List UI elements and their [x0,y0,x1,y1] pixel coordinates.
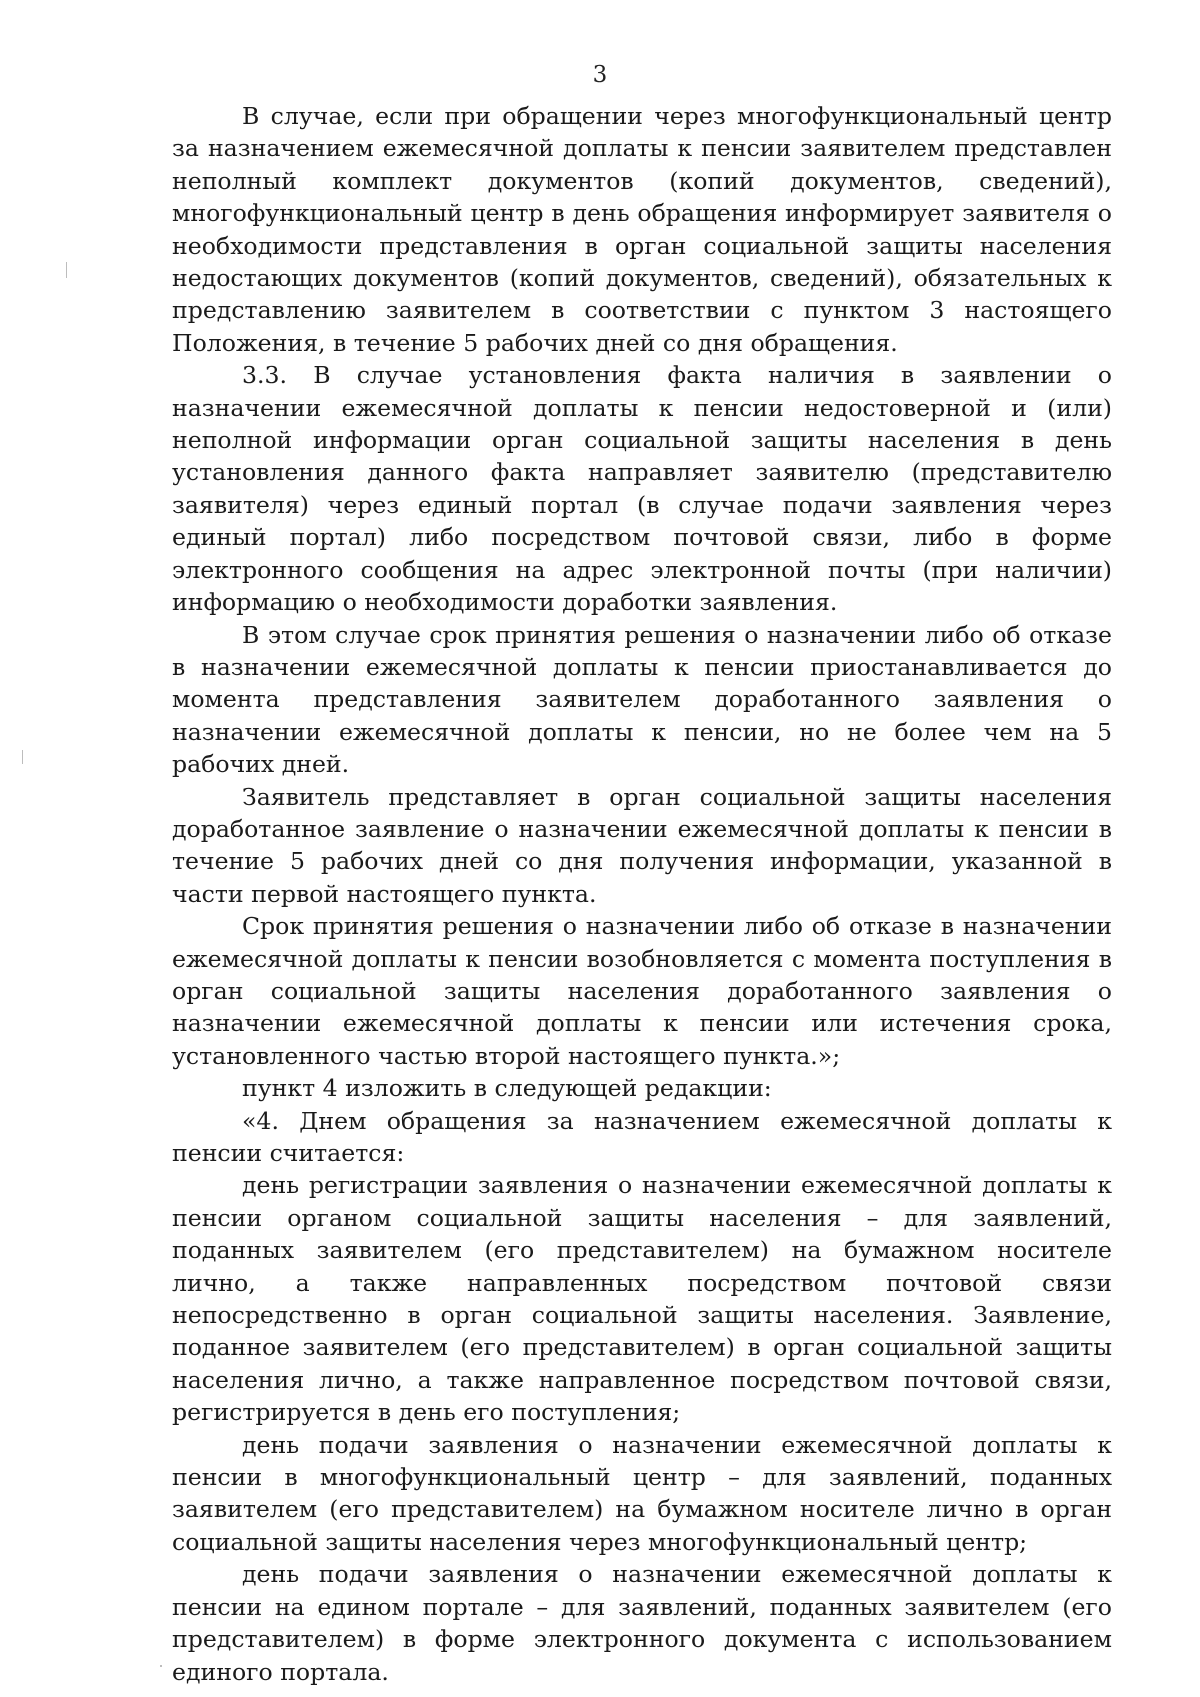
page-number: 3 [592,62,608,88]
paragraph-mfc-incomplete-documents: В случае, если при обращении через многофункциональный центр за назначением ежемесячной доплаты к пенсии заявителем представлен неполный комплект документов (копий документов, сведений), многофункциональный центр в день обращения информирует заявителя о необходимости представления в орган социальной защиты населения недостающих документов (копий документов, сведений), обязательных к представлению заявителем в соответствии с пунктом 3 настоящего Положения, в течение 5 рабочих дней со дня обращения. [172,102,1112,357]
paragraph-decision-term-suspended: В этом случае срок принятия решения о назначении либо об отказе в назначении ежемесячной доплаты к пенсии приостанавливается до момента представления заявителем доработанного заявления о назначении ежемесячной доплаты к пенсии, но не более чем на 5 рабочих дней. [172,620,1112,779]
scan-artifact [66,262,67,278]
paragraph-item-4-amendment: пункт 4 изложить в следующей редакции: [242,1074,772,1103]
scan-artifact [160,1665,162,1667]
paragraph-portal-submission-day: день подачи заявления о назначении ежемесячной доплаты к пенсии на едином портале – для заявлений, поданных заявителем (его представителем) в форме электронного документа с использованием единого портала. [172,1560,1112,1686]
paragraph-applicant-resubmits: Заявитель представляет в орган социальной защиты населения доработанное заявление о назначении ежемесячной доплаты к пенсии в течение 5 рабочих дней со дня получения информации, указанной в части первой настоящего пункта. [172,782,1112,908]
paragraph-registration-day: день регистрации заявления о назначении ежемесячной доплаты к пенсии органом социальной защиты населения – для заявлений, поданных заявителем (его представителем) на бумажном носителе лично, а также направленных посредством почтовой связи непосредственно в орган социальной защиты населения. Заявление, поданное заявителем (его представителем) в орган социальной защиты населения лично, а также направленное посредством почтовой связи, регистрируется в день его поступления; [172,1171,1112,1427]
scan-artifact [22,750,23,764]
body-text [172,100,1112,1688]
paragraph-3-3-inaccurate-information: 3.3. В случае установления факта наличия в заявлении о назначении ежемесячной доплаты к пенсии недостоверной и (или) неполной информации орган социальной защиты населения в день установления данного факта направляет заявителю (представителю заявителя) через единый портал (в случае подачи заявления через единый портал) либо посредством почтовой связи, либо в форме электронного сообщения на адрес электронной почты (при наличии) информацию о необходимости доработки заявления. [172,361,1112,617]
paragraph-decision-term-resumed: Срок принятия решения о назначении либо об отказе в назначении ежемесячной доплаты к пенсии возобновляется с момента поступления в орган социальной защиты населения доработанного заявления о назначении ежемесячной доплаты к пенсии или истечения срока, установленного частью второй настоящего пункта.»; [172,912,1112,1070]
paragraph-mfc-submission-day: день подачи заявления о назначении ежемесячной доплаты к пенсии в многофункциональный центр – для заявлений, поданных заявителем (его представителем) на бумажном носителе лично в орган социальной защиты населения через многофункциональный центр; [172,1430,1112,1556]
paragraph-item-4-application-day: «4. Днем обращения за назначением ежемесячной доплаты к пенсии считается: [172,1106,1112,1167]
